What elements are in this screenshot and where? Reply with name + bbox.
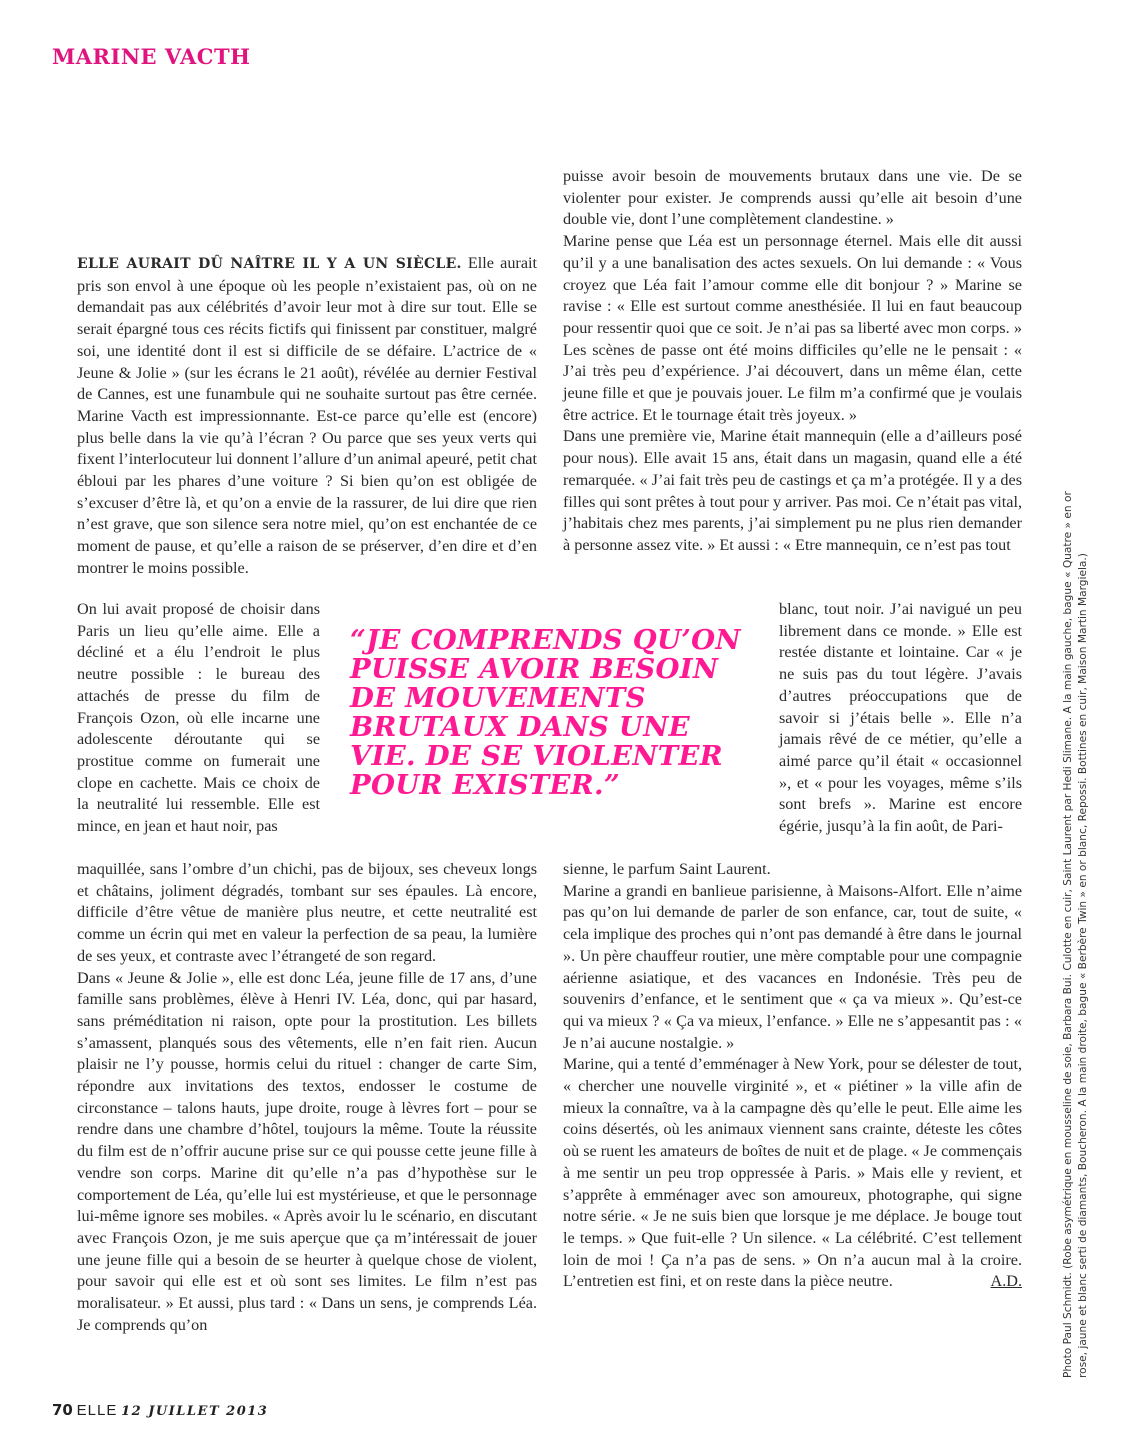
paragraph: On lui avait proposé de choisir dans Paris un lieu qu’elle aime. Elle a décliné et a élu l’endroit le plus neutre possible : le bureau des attachés de presse du film de François Ozon, où elle incarne une adolescente déroutante qui se prostitue comme on fumerait une clope en cachette. Mais ce choix de la neutralité lui ressemble. Elle est mince, en jean et haut noir, pas [77, 600, 320, 836]
magazine-name: ELLE [76, 1402, 118, 1419]
paragraph: puisse avoir besoin de mouvements brutaux dans une vie. De se violenter pour exister. Je comprends aussi qu’elle ait besoin d’une double vie, dont l’une complètement clandestine. » [563, 167, 1022, 229]
right-column-bottom [563, 859, 1022, 1293]
paragraph: sienne, le parfum Saint Laurent. [563, 860, 771, 878]
section-kicker: MARINE VACTH [52, 44, 251, 69]
body-text: Marine, qui a tenté d’emménager à New York, pour se délester de tout, « chercher une nouvelle virginité », et « piétiner » la ville afin de mieux la connaître, va à la campagne dès qu’elle le peut. Elle aime les coins désertés, où les animaux viennent sans crainte, déteste les côtes où se ruent les amateurs de boîtes de nuit et de plage. « Je commençais à me sentir un peu trop oppressée à Paris. » Mais elle y revient, et s’apprête à emménager avec son amoureux, photographe, qui signe notre série. « Je ne suis bien que lorsque je me déplace. Je bouge tout le temps. » Que fuit-elle ? Un silence. « La célébrité. C’est tellement loin de moi ! Ça n’a pas de sens. » On n’a aucun mal à la croire. L’entretien est fini, et on reste dans la pièce neutre. [563, 1055, 1022, 1291]
body-text: Elle aurait pris son envol à une époque où les people n’existaient pas, où on ne demandait pas aux célébrités d’avoir leur mot à dire sur tout. Elle se serait épargné tous ces récits fictifs qui finissent par constituer, malgré soi, une identité dont il est si difficile de se défaire. L’actrice de « Jeune & Jolie » (sur les écrans le 21 août), révélée au dernier Festival de Cannes, est une funambule qui ne souhaite surtout pas être cernée. Marine Vacth est impressionnante. Est-ce parce qu’elle est (encore) plus belle dans la vie qu’à l’écran ? Ou parce que ses yeux verts qui fixent l’interlocuteur lui donnent l’allure d’un animal apeuré, petit chat ébloui par les phares d’une voiture ? Si bien qu’on est obligée de s’excuser d’être là, et qu’on a envie de la rassurer, de lui dire que rien n’est grave, que son silence sera notre miel, qu’on est enchantée de ce moment de pause, et qu’elle a raison de se préserver, d’en dire et d’en montrer le moins possible. [77, 254, 537, 577]
left-column-bottom [77, 859, 537, 1336]
left-column-narrow [77, 599, 320, 838]
paragraph: Marine pense que Léa est un personnage éternel. Mais elle dit aussi qu’il y a une banalisation des actes sexuels. On lui demande : « Vous croyez que Léa fait l’amour comme elle dit bonjour ? » Marine se ravise : « Elle est surtout comme anesthésiée. Il lui en faut beaucoup pour ressentir quoi que ce soit. Je n’ai pas sa liberté avec mon corps. » Les scènes de passe ont été moins difficiles qu’elle ne le pensait : « J’ai très peu d’expérience. J’ai découvert, dans un même élan, cette jeune fille et que je pouvais jouer. Le film m’a confirmé que je voulais être actrice. Et le tournage était très joyeux. » [563, 232, 1022, 424]
right-column-top [563, 166, 1022, 557]
paragraph: maquillée, sans l’ombre d’un chichi, pas de bijoux, ses cheveux longs et châtains, joliment dégradés, tombant sur ses épaules. Là encore, difficile d’être vêtue de manière plus neutre, et cette neutralité est comme un écrin qui met en valeur la perfection de sa peau, la lumière de ses yeux, et contraste avec l’étrangeté de son regard. [77, 860, 537, 965]
paragraph [563, 1054, 1022, 1293]
left-column-top [77, 253, 537, 580]
author-signature: A.D. [990, 1272, 1022, 1291]
paragraph: blanc, tout noir. J’ai navigué un peu librement dans ce monde. » Elle est restée distante et lointaine. Car « je ne suis pas du tout légère. J’avais d’autres préoccupations que de savoir si j’étais belle ». Elle n’a jamais rêvé de ce métier, qu’elle a aimé parce qu’il était « occasionnel », et « pour les voyages, même s’ils sont brefs ». Marine est encore égérie, jusqu’à la fin août, de Pari- [779, 600, 1022, 836]
lead-in: ELLE AURAIT DÛ NAÎTRE IL Y A UN SIÈCLE. [77, 256, 462, 272]
paragraph: Dans une première vie, Marine était mannequin (elle a d’ailleurs posé pour nous). Elle avait 15 ans, était dans un magasin, quand elle a été remarquée. « J’ai fait très peu de castings et ça m’a protégée. Il y a des filles qui sont prêtes à tout pour y arriver. Pas moi. Ce n’était pas vital, j’habitais chez mes parents, j’ai simplement pu ne plus rien demander à personne assez vite. » Et aussi : « Etre mannequin, ce n’est pas tout [563, 427, 1022, 554]
paragraph: Marine a grandi en banlieue parisienne, à Maisons-Alfort. Elle n’aime pas qu’on lui demande de parler de son enfance, car, tout de suite, « cela implique des proches qui n’ont pas demandé à être dans le journal ». Un père chauffeur routier, une mère comptable pour une compagnie aérienne asiatique, et des vacances en Indonésie. Très peu de souvenirs d’enfance, et le sentiment que « ça va mieux ». Qu’est-ce qui va mieux ? « Ça va mieux, l’enfance. » Elle ne s’appesantit pas : « Je n’ai aucune nostalgie. » [563, 881, 1022, 1052]
pull-quote: “JE COMPRENDS QU’ON PUISSE AVOIR BESOIN DE MOUVEMENTS BRUTAUX DANS UNE VIE. DE SE VIOLENTER POUR EXISTER.” [350, 624, 741, 801]
paragraph [77, 253, 537, 580]
issue-date: 12 JUILLET 2013 [121, 1404, 269, 1419]
folio [52, 1401, 268, 1420]
page-number: 70 [52, 1401, 73, 1419]
photo-credit: Photo Paul Schmidt. (Robe asymétrique en mousseline de soie, Barbara Bui. Culotte en cuir, Saint Laurent par Hedi Slimane. A la main gauche, bague « Quatre » en or rose, jaune et blanc serti de diamants, Boucheron. A la main droite, bague « Berbère Twin » en or blanc, Repossi. Bottines en cuir, Maison Martin Margiela.) [1062, 491, 1089, 1378]
paragraph: Dans « Jeune & Jolie », elle est donc Léa, jeune fille de 17 ans, d’une famille sans problèmes, élève à Henri IV. Léa, donc, qui par hasard, sans préméditation ni raison, opte pour la prostitution. Les billets s’amassent, planqués sous des vêtements, elle n’en fait rien. Aucun plaisir ne l’y pousse, hormis celui du rituel : changer de carte Sim, répondre aux invitations des textos, endosser le costume de circonstance – talons hauts, jupe droite, rouge à lèvres fort – pour se rendre dans une chambre d’hôtel, toujours la même. Toute la réussite du film est de n’offrir aucune prise sur ce qui pousse cette jeune fille à vendre son corps. Marine dit qu’elle n’a pas d’hypothèse sur le comportement de Léa, qu’elle lui est mystérieuse, et que le personnage lui-même ignore ses mobiles. « Après avoir lu le scénario, en discutant avec François Ozon, je me suis aperçue que ça m’intéressait de jouer une jeune fille qui a besoin de se heurter à quelque chose de violent, pour savoir qui elle est et où sont ses limites. Le film n’est pas moralisateur. » Et aussi, plus tard : « Dans un sens, je comprends Léa. Je comprends qu’on [77, 968, 537, 1334]
right-column-narrow [779, 599, 1022, 838]
